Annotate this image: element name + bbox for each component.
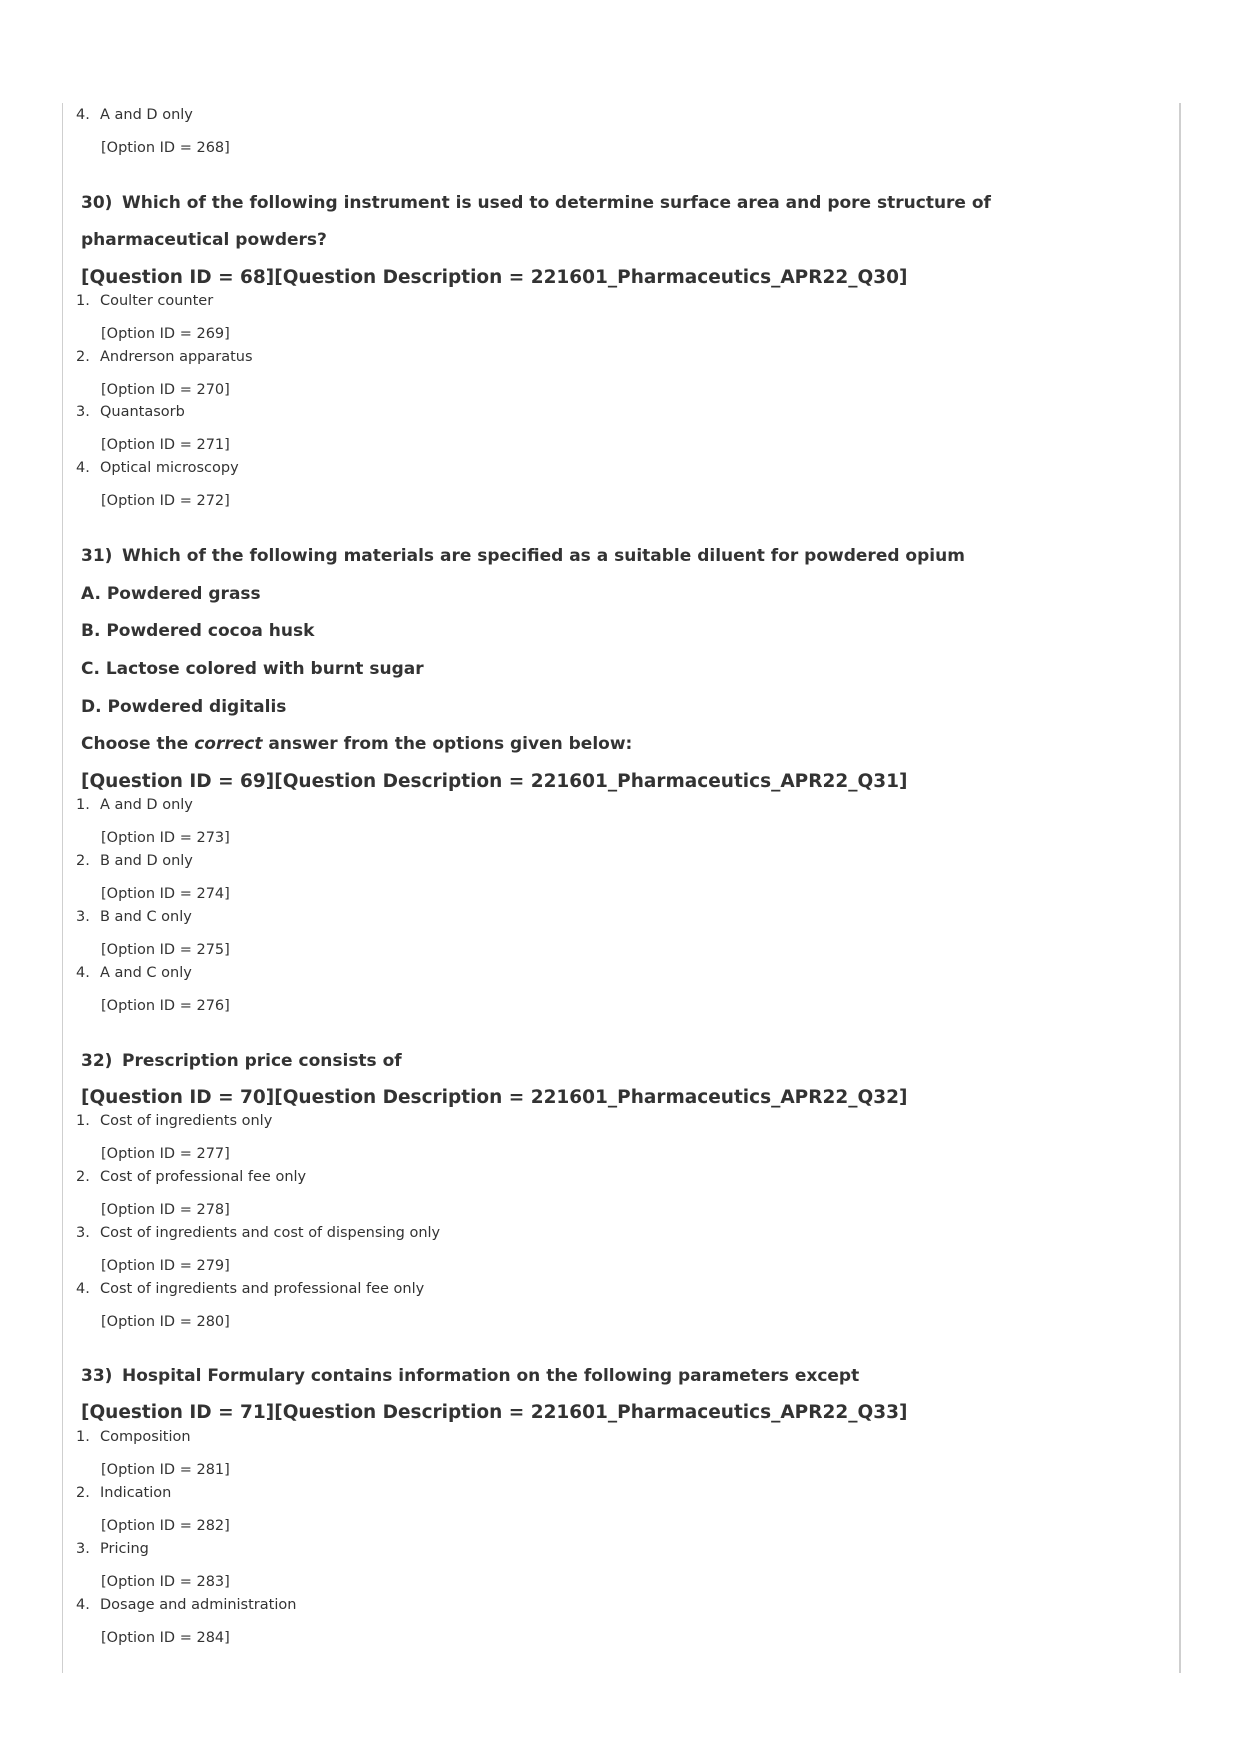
option-text: 4. Dosage and administration xyxy=(76,1597,297,1613)
question-number: 33) xyxy=(81,1366,113,1386)
option-id: [Option ID = 279] xyxy=(101,1258,230,1274)
option-id: [Option ID = 278] xyxy=(101,1202,230,1218)
option-text: 2. Andrerson apparatus xyxy=(76,349,253,365)
option-text: 1. Composition xyxy=(76,1429,191,1445)
question-statement: B. Powdered cocoa husk xyxy=(81,621,315,641)
option-id: [Option ID = 281] xyxy=(101,1462,230,1478)
question-statement: A. Powdered grass xyxy=(81,584,261,604)
question-number: 32) xyxy=(81,1051,113,1071)
option-text: 4. Optical microscopy xyxy=(76,460,239,476)
question-number: 30) xyxy=(81,193,113,213)
option-text: 3. Cost of ingredients and cost of dispensing only xyxy=(76,1225,441,1241)
option-id: [Option ID = 269] xyxy=(101,326,230,342)
question-meta: [Question ID = 71][Question Description = 221601_Pharmaceutics_APR22_Q33] xyxy=(81,1402,908,1423)
question-text: 33) Hospital Formulary contains information on the following parameters except xyxy=(81,1366,860,1386)
option-text: 2. Indication xyxy=(76,1485,172,1501)
option-text: 2. Cost of professional fee only xyxy=(76,1169,307,1185)
question-text: 30) Which of the following instrument is used to determine surface area and pore structure of xyxy=(81,193,991,213)
question-number: 31) xyxy=(81,546,113,566)
option-id: [Option ID = 283] xyxy=(101,1574,230,1590)
option-id: [Option ID = 282] xyxy=(101,1518,230,1534)
question-text: 31) Which of the following materials are specified as a suitable diluent for powdered opium xyxy=(81,546,965,566)
question-meta: [Question ID = 68][Question Description = 221601_Pharmaceutics_APR22_Q30] xyxy=(81,267,908,288)
option-id: [Option ID = 273] xyxy=(101,830,230,846)
option-text: 4. Cost of ingredients and professional fee only xyxy=(76,1281,425,1297)
option-text: 2. B and D only xyxy=(76,853,193,869)
option-text: 3. Pricing xyxy=(76,1541,149,1557)
page-frame xyxy=(62,103,1181,1673)
option-id: [Option ID = 270] xyxy=(101,382,230,398)
option-text: 1. A and D only xyxy=(76,797,193,813)
option-id: [Option ID = 272] xyxy=(101,493,230,509)
option-text: 4. A and D only xyxy=(76,107,193,123)
option-text: 1. Coulter counter xyxy=(76,293,214,309)
question-text-continued: pharmaceutical powders? xyxy=(81,230,327,250)
question-statement: D. Powdered digitalis xyxy=(81,697,287,717)
option-text: 4. A and C only xyxy=(76,965,192,981)
option-id: [Option ID = 276] xyxy=(101,998,230,1014)
question-text: 32) Prescription price consists of xyxy=(81,1051,402,1071)
option-id: [Option ID = 275] xyxy=(101,942,230,958)
question-statement: C. Lactose colored with burnt sugar xyxy=(81,659,424,679)
option-text: 3. B and C only xyxy=(76,909,192,925)
question-meta: [Question ID = 70][Question Description = 221601_Pharmaceutics_APR22_Q32] xyxy=(81,1087,908,1108)
option-id: [Option ID = 280] xyxy=(101,1314,230,1330)
option-text: 3. Quantasorb xyxy=(76,404,185,420)
option-text: 1. Cost of ingredients only xyxy=(76,1113,273,1129)
option-id: [Option ID = 268] xyxy=(101,140,230,156)
option-id: [Option ID = 271] xyxy=(101,437,230,453)
option-id: [Option ID = 274] xyxy=(101,886,230,902)
option-id: [Option ID = 277] xyxy=(101,1146,230,1162)
question-meta: [Question ID = 69][Question Description = 221601_Pharmaceutics_APR22_Q31] xyxy=(81,771,908,792)
question-instruction: Choose the correct answer from the options given below: xyxy=(81,734,633,754)
option-id: [Option ID = 284] xyxy=(101,1630,230,1646)
